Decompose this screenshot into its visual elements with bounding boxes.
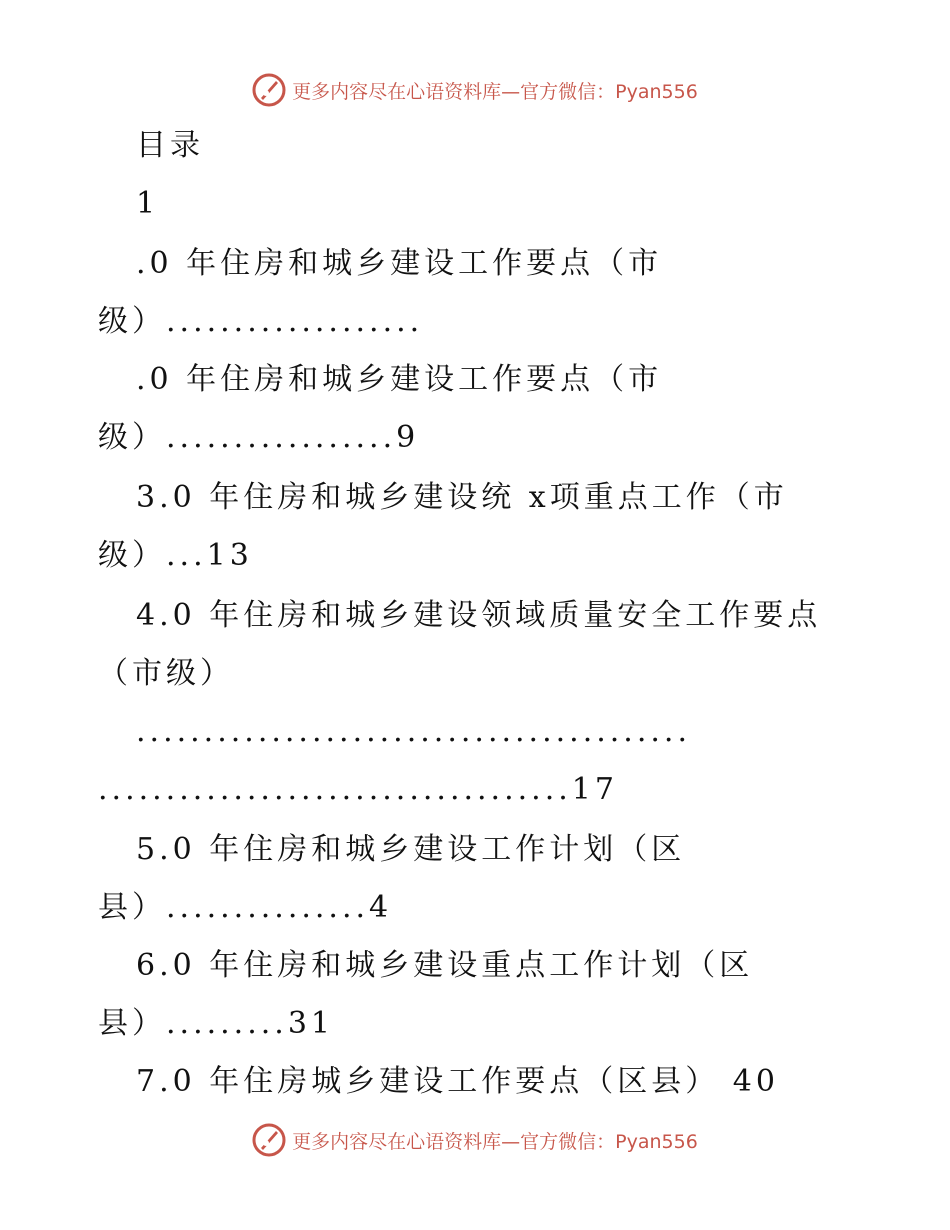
- quill-seal-icon: [252, 73, 286, 107]
- header-banner: [0, 70, 950, 110]
- toc-line: 1: [136, 186, 160, 221]
- toc-line: ...................................17: [98, 772, 618, 807]
- quill-seal-icon: [252, 1123, 286, 1157]
- footer-banner: [0, 1120, 950, 1160]
- toc-line: 级）...13: [98, 538, 253, 573]
- toc-line: 县）.........31: [98, 1006, 334, 1041]
- toc-line: 级）.................9: [98, 420, 420, 455]
- toc-line: 4.0 年住房和城乡建设领域质量安全工作要点: [136, 598, 822, 633]
- toc-line: 级）...................: [98, 304, 424, 339]
- toc-heading: 目录: [136, 128, 204, 163]
- toc-line: （市级）: [98, 656, 234, 691]
- toc-line: .0 年住房和城乡建设工作要点（市: [136, 246, 663, 281]
- toc-line: 7.0 年住房城乡建设工作要点（区县） 40: [136, 1064, 779, 1099]
- toc-line: 6.0 年住房和城乡建设重点工作计划（区: [136, 948, 754, 983]
- banner-text: 更多内容尽在心语资料库—官方微信：Pyan556: [292, 1130, 698, 1153]
- toc-line: 县）...............4: [98, 890, 393, 925]
- toc-line: 3.0 年住房和城乡建设统 x项重点工作（市: [136, 480, 788, 515]
- toc-line: .........................................: [136, 714, 691, 749]
- banner-text: 更多内容尽在心语资料库—官方微信：Pyan556: [292, 80, 698, 103]
- toc-line: .0 年住房和城乡建设工作要点（市: [136, 362, 663, 397]
- toc-line: 5.0 年住房和城乡建设工作计划（区: [136, 832, 686, 867]
